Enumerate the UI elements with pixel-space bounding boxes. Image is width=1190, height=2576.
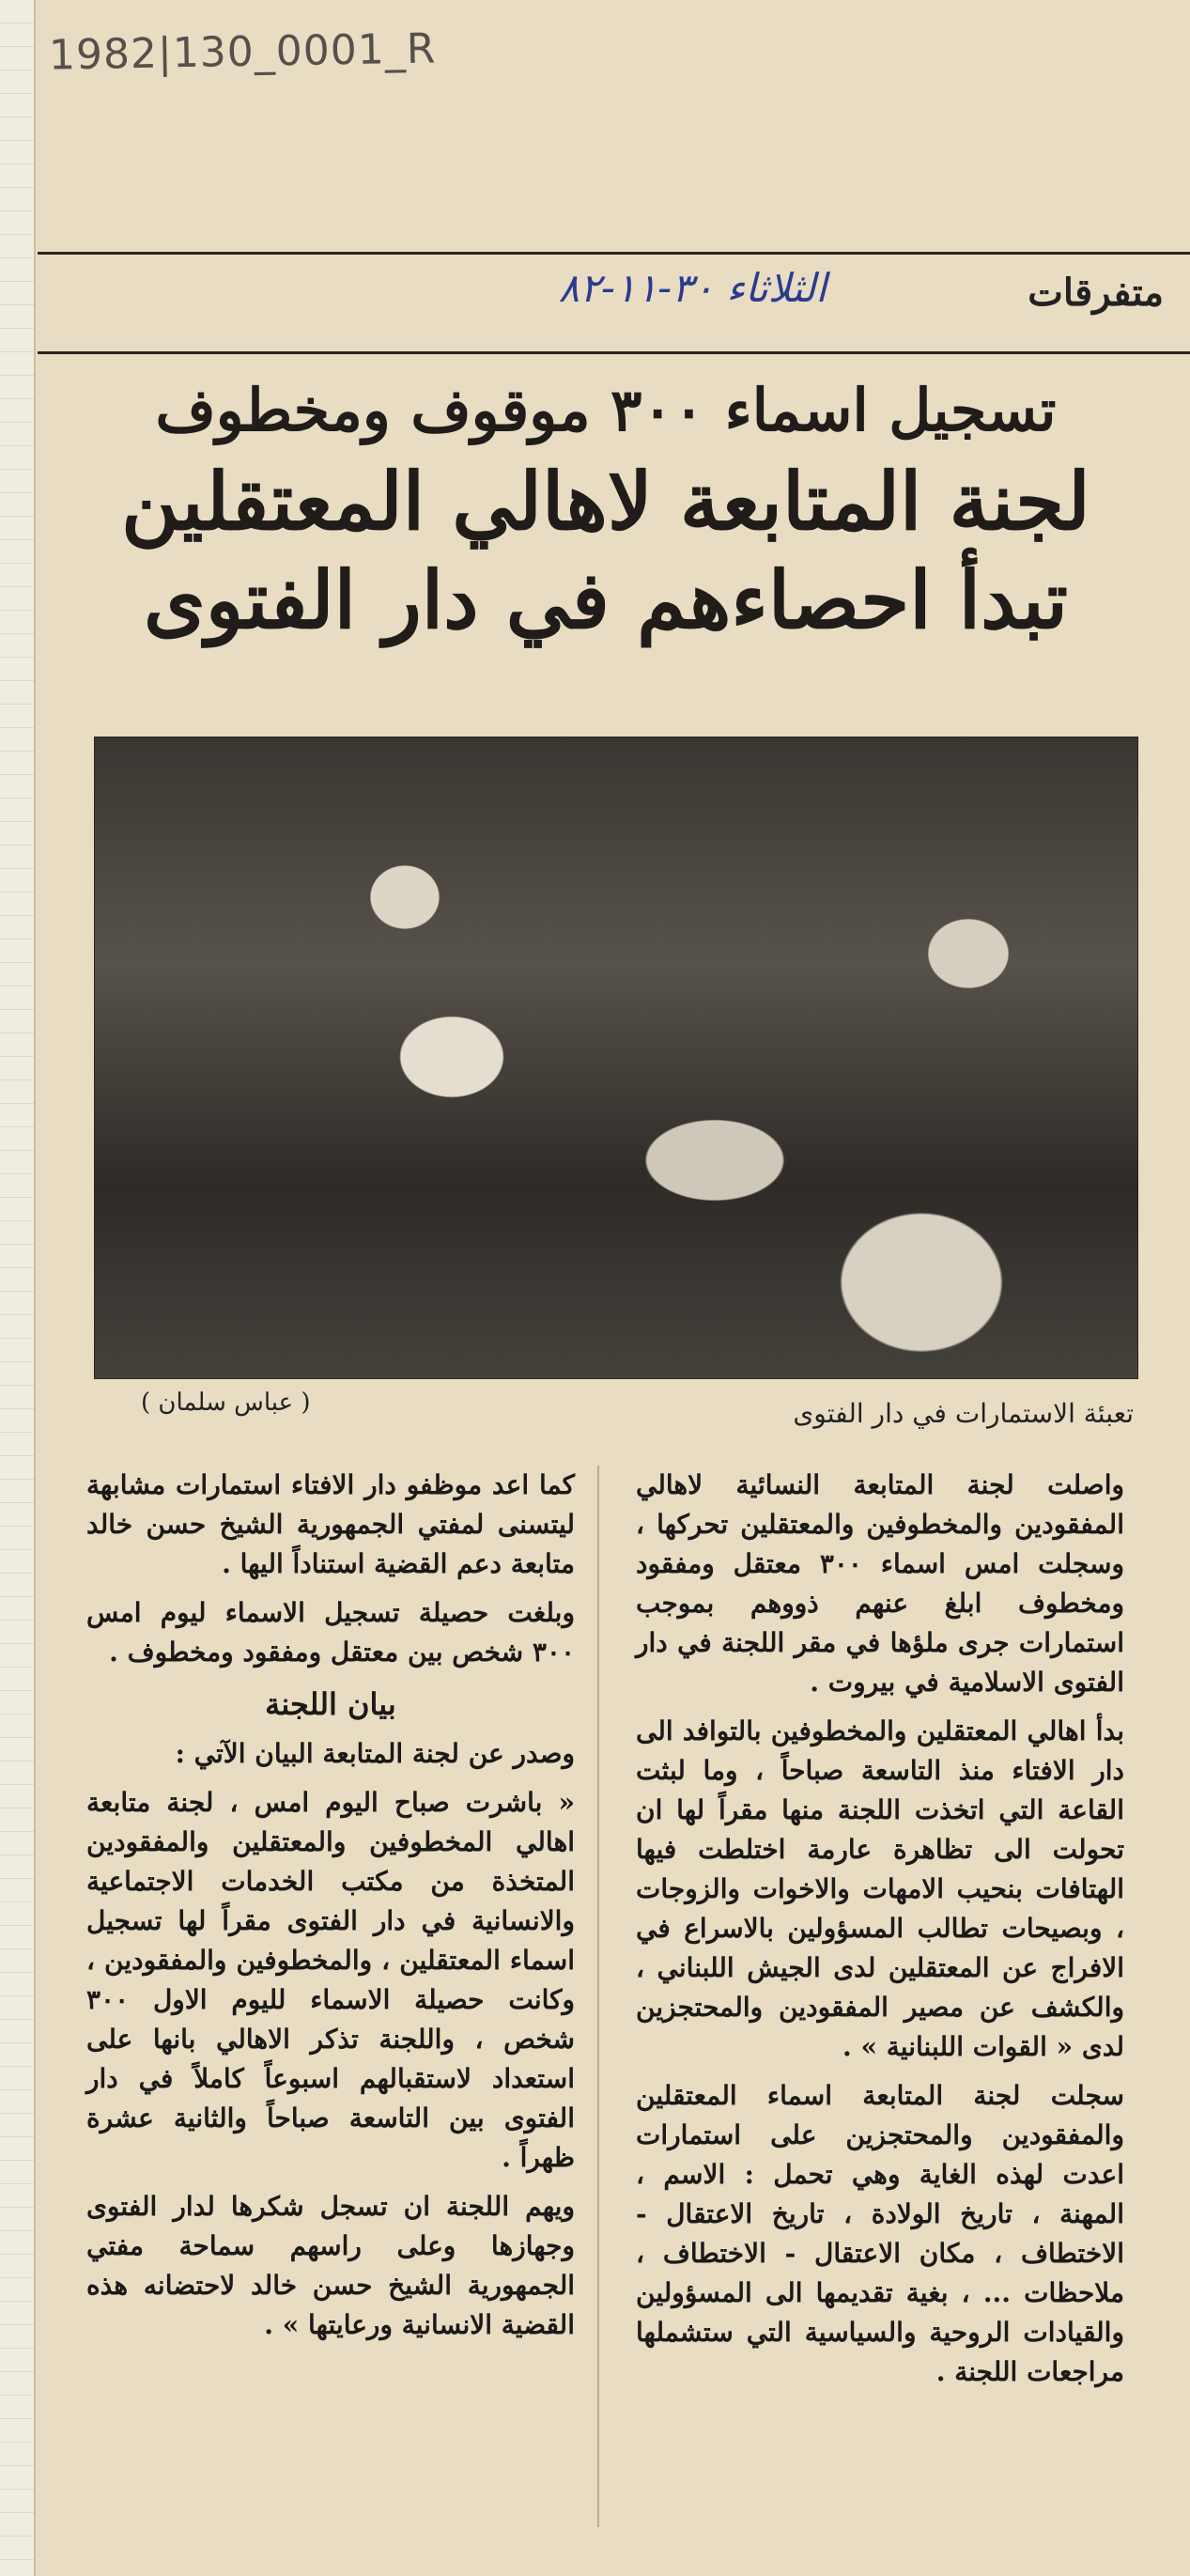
section-label: متفرقات (1028, 271, 1164, 315)
paragraph: سجلت لجنة المتابعة اسماء المعتقلين والمفقودين والمحتجزين على استمارات اعدت لهذه الغاية وهي تحمل : الاسم ، المهنة ، تاريخ الولادة ، تاريخ الاعتقال - الاختطاف ، مكان الاعتقال - الاختطاف ، ملاحظات ... ، بغية تقديمها الى المسؤولين والقيادات الروحية والسياسية التي ستشملها مراجعات اللجنة . (636, 2080, 1124, 2387)
headline-line-1: لجنة المتابعة لاهالي المعتقلين (121, 455, 1090, 548)
paragraph: وبلغت حصيلة تسجيل الاسماء ليوم امس ٣٠٠ شخص بين معتقل ومفقود ومخطوف . (86, 1597, 575, 1668)
statement-title: بيان اللجنة (265, 1686, 396, 1722)
dateline: الثلاثاء ٣٠-١١-٨٢ (558, 265, 827, 311)
paragraph: واصلت لجنة المتابعة النسائية لاهالي المفقودين والمخطوفين والمعتقلين تحركها ، وسجلت امس اسماء ٣٠٠ معتقل ومفقود ومخطوف ابلغ عنهم ذووهم بموجب استمارات جرى ملؤها في مقر اللجنة في دار الفتوى الاسلامية في بيروت . (636, 1469, 1124, 1698)
top-rule (38, 252, 1190, 255)
statement-intro: وصدر عن لجنة المتابعة البيان الآتي : (175, 1738, 575, 1769)
paragraph: بدأ اهالي المعتقلين والمخطوفين بالتوافد الى دار الافتاء منذ التاسعة صباحاً ، وما لبثت القاعة التي اتخذت اللجنة منها مقراً لها ان تحولت الى تظاهرة عارمة اختلطت فيها الهتافات بنحيب الامهات والاخوات والزوجات ، وبصيحات تطالب المسؤولين بالاسراع في الافراج عن المعتقلين لدى الجيش اللبناني ، والكشف عن مصير المفقودين والمحتجزين لدى « القوات اللبنانية » . (636, 1715, 1124, 2062)
paragraph: ويهم اللجنة ان تسجل شكرها لدار الفتوى وجهازها وعلى راسهم سماحة مفتي الجمهورية الشيخ حسن خالد لاحتضانه هذه القضية الانسانية ورعايتها » . (86, 2191, 575, 2340)
header-rule (38, 351, 1190, 354)
archive-code: 1982|130_0001_R (48, 24, 437, 80)
photo-credit: ( عباس سلمان ) (141, 1389, 311, 1417)
news-photo (94, 737, 1138, 1379)
headline-block (66, 376, 1146, 649)
headline-line-2: تبدأ احصاءهم في دار الفتوى (144, 553, 1068, 646)
kicker: تسجيل اسماء ٣٠٠ موقوف ومخطوف (155, 376, 1057, 444)
photo-caption: تعبئة الاستمارات في دار الفتوى (793, 1398, 1134, 1429)
paragraph: كما اعد موظفو دار الافتاء استمارات مشابهة ليتسنى لمفتي الجمهورية الشيخ حسن خالد متابعة دعم القضية استناداً اليها . (86, 1469, 575, 1579)
right-column (636, 1466, 1124, 2401)
paragraph: « باشرت صباح اليوم امس ، لجنة متابعة اهالي المخطوفين والمعتقلين والمفقودين المتخذة من مكتب الخدمات الاجتماعية والانسانية في دار الفتوى مقراً لها تسجيل اسماء المعتقلين ، والمخطوفين والمفقودين ، وكانت حصيلة الاسماء لليوم الاول ٣٠٠ شخص ، واللجنة تذكر الاهالي بانها على استعداد لاستقبالهم اسبوعاً كاملاً في دار الفتوى بين التاسعة صباحاً والثانية عشرة ظهراً . (86, 1787, 575, 2173)
left-column (86, 1466, 575, 2354)
column-divider (597, 1466, 599, 2527)
